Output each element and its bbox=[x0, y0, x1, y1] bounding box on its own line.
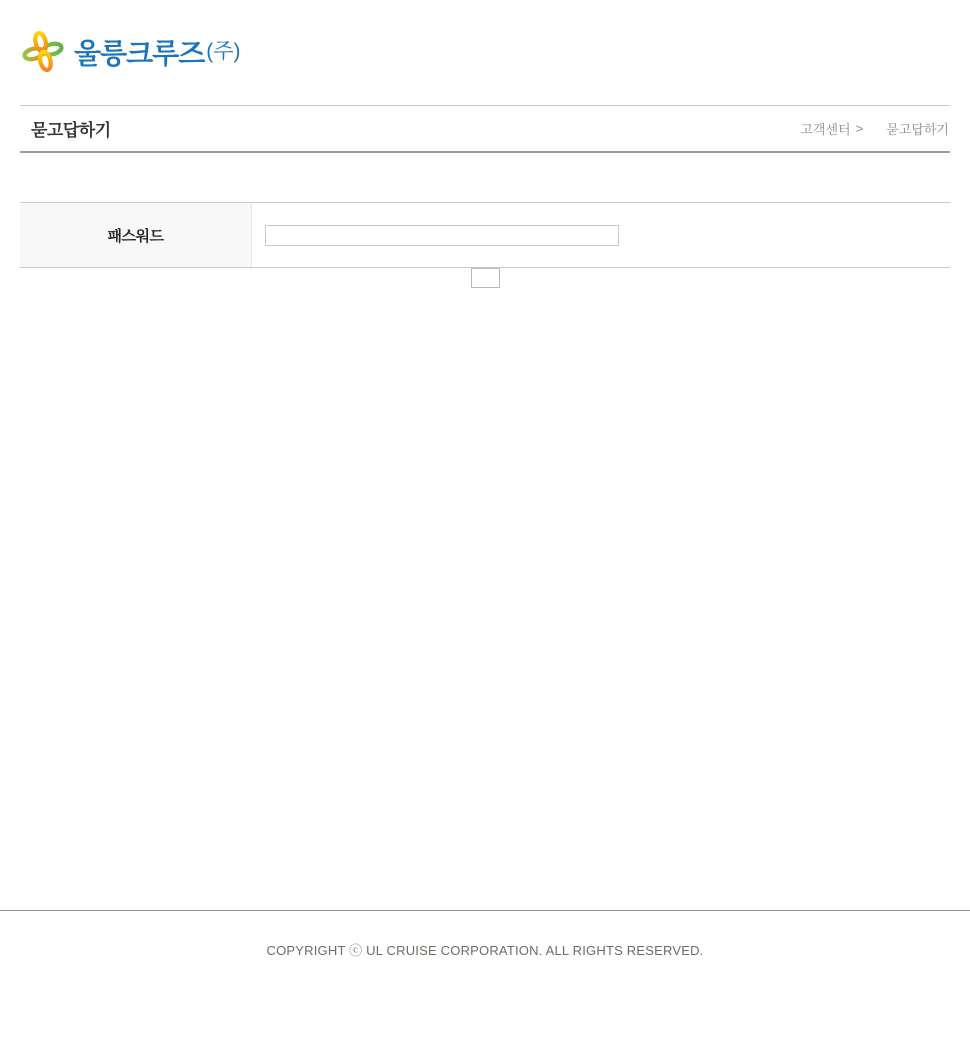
logo-company-suffix: (주) bbox=[206, 39, 241, 63]
confirm-button[interactable] bbox=[471, 268, 500, 288]
content-gap bbox=[20, 153, 950, 202]
logo-company-name: 울릉크루즈 bbox=[74, 37, 205, 69]
logo-link[interactable] bbox=[20, 29, 241, 74]
footer bbox=[0, 910, 970, 1043]
password-label: 패스워드 bbox=[107, 227, 164, 245]
password-label-cell bbox=[20, 203, 252, 267]
copyright-text: COPYRIGHT ⓒ UL CRUISE CORPORATION. ALL RIGHTS RESERVED. bbox=[266, 943, 704, 958]
header bbox=[20, 0, 950, 105]
breadcrumb bbox=[800, 119, 950, 138]
page-container bbox=[20, 0, 950, 910]
page-title: 묻고답하기 bbox=[31, 121, 111, 140]
breadcrumb-current: 묻고답하기 bbox=[886, 122, 949, 137]
breadcrumb-separator: > bbox=[855, 121, 864, 136]
button-row bbox=[20, 268, 950, 290]
password-input[interactable] bbox=[265, 225, 619, 246]
spacer bbox=[20, 290, 950, 910]
breadcrumb-parent-link[interactable]: 고객센터 bbox=[800, 122, 851, 137]
password-value-cell bbox=[252, 203, 950, 267]
titlebar bbox=[20, 105, 950, 153]
password-table bbox=[20, 202, 950, 268]
pinwheel-flower-icon bbox=[22, 29, 64, 74]
